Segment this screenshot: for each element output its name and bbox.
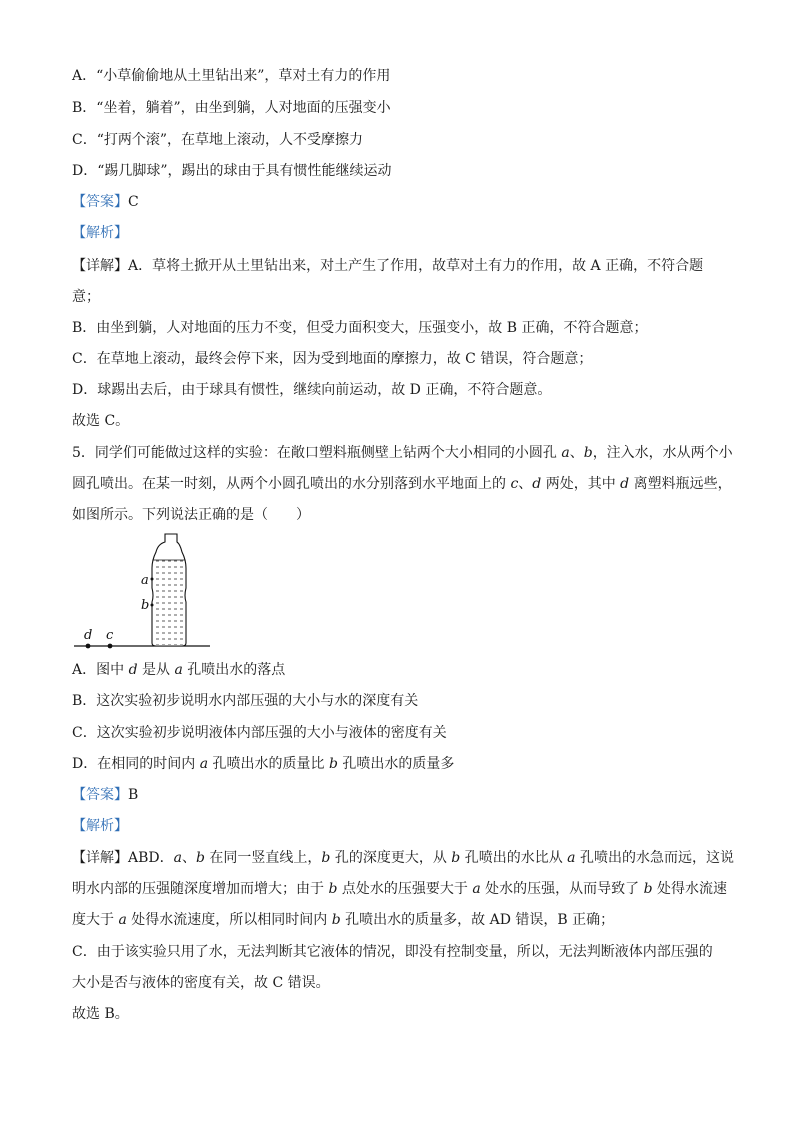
option-text: A．图中 [72, 662, 129, 678]
q5-stem-line-3: 如图所示。下列说法正确的是（ ） [72, 507, 310, 523]
detail-text: 在同一竖直线上， [204, 850, 322, 866]
option-text: 孔喷出水的质量比 [208, 756, 329, 772]
q4-option-d: D．“踢几脚球”，踢出的球由于具有惯性能继续运动 [72, 163, 392, 179]
stem-text: 圆孔喷出。在某一时刻，从两个小圆孔喷出的水分别落到水平地面上的 [72, 476, 511, 492]
q5-answer [72, 785, 138, 805]
detail-text: 处水的压强，从而导致了 [480, 881, 644, 897]
q4-conclusion: 故选 C。 [72, 413, 130, 429]
q5-stem-line-1 [72, 443, 733, 463]
q4-detail-line-3: C．在草地上滚动，最终会停下来，因为受到地面的摩擦力，故 C 错误，符合题意； [72, 351, 593, 367]
detail-text: 度大于 [72, 912, 119, 928]
point-c [108, 644, 113, 649]
detail-text: 孔的深度更大，从 [330, 850, 452, 866]
var-b: b [583, 445, 593, 461]
water-fill [153, 560, 185, 645]
stem-text: 5．同学们可能做过这样的实验：在敞口塑料瓶侧壁上钻两个大小相同的小圆孔 [72, 445, 562, 461]
var-c: c [510, 476, 519, 492]
q4-analysis-label [72, 223, 128, 243]
label-b: b [141, 598, 150, 613]
analysis-label: 【解析】 [72, 818, 128, 834]
detail-label: 【详解】 [72, 850, 128, 866]
stem-sep: 、 [518, 476, 533, 492]
answer-value: B [128, 787, 139, 803]
hole-b [151, 604, 154, 607]
q5-analysis-label [72, 816, 128, 836]
detail-text: 孔喷出水的质量多，故 AD 错误，B 正确； [340, 912, 615, 928]
q5-detail-line-4: C．由于该实验只用了水，无法判断其它液体的情况，即没有控制变量，所以，无法判断液体内部压强的 [72, 944, 713, 960]
q4-detail-line-2: B．由坐到躺，人对地面的压力不变，但受力面积变大，压强变小，故 B 正确，不符合题意； [72, 320, 648, 336]
q5-detail-line-2 [72, 879, 727, 899]
bottle-figure [72, 528, 222, 656]
analysis-label: 【解析】 [72, 225, 128, 241]
option-text: 孔喷出水的质量多 [337, 756, 455, 772]
label-a: a [141, 573, 149, 588]
detail-label: 【详解】 [72, 258, 128, 274]
point-d [86, 644, 91, 649]
q4-detail-line-1b: 意； [72, 289, 100, 305]
stem-text: 离塑料瓶远些， [629, 476, 732, 492]
q5-stem-line-2 [72, 474, 732, 494]
detail-text: 孔喷出的水比从 [460, 850, 568, 866]
q4-detail-line-1 [72, 256, 703, 276]
var-a: a [199, 756, 209, 772]
q4-option-a: A．“小草偷偷地从土里钻出来”，草对土有力的作用 [72, 68, 391, 84]
detail-text: 处得水流速度，所以相同时间内 [126, 912, 332, 928]
q4-option-b: B．“坐着，躺着”，由坐到躺，人对地面的压强变小 [72, 100, 391, 116]
detail-text: 、 [181, 850, 196, 866]
stem-text: ，注入水，水从两个小 [592, 445, 733, 461]
q5-option-d [72, 754, 454, 774]
detail-text: 明水内部的压强随深度增加而增大；由于 [72, 881, 329, 897]
detail-text: ABD． [128, 850, 174, 866]
q5-detail-line-5: 大小是否与液体的密度有关，故 C 错误。 [72, 975, 330, 991]
option-text: 是从 [137, 662, 175, 678]
var-b: b [331, 912, 341, 928]
var-a: a [118, 912, 127, 928]
var-b: b [328, 756, 338, 772]
q5-option-c: C．这次实验初步说明液体内部压强的大小与液体的密度有关 [72, 725, 447, 741]
var-d: d [620, 476, 630, 492]
answer-label: 【答案】 [72, 194, 128, 210]
detail-text: 点处水的压强要大于 [337, 881, 473, 897]
answer-label: 【答案】 [72, 787, 128, 803]
stem-text: 两处，其中 [541, 476, 621, 492]
q5-detail-line-1 [72, 848, 734, 868]
var-b: b [451, 850, 461, 866]
var-a: a [472, 881, 481, 897]
q4-option-c: C．“打两个滚”，在草地上滚动，人不受摩擦力 [72, 132, 364, 148]
var-b: b [328, 881, 338, 897]
var-a: a [174, 662, 183, 678]
var-a: a [173, 850, 182, 866]
var-d: d [532, 476, 542, 492]
q4-answer [72, 192, 139, 212]
detail-text: A．草将土掀开从土里钻出来，对土产生了作用，故草对土有力的作用，故 A 正确，不符合题 [128, 258, 704, 274]
var-b: b [643, 881, 653, 897]
var-b: b [321, 850, 331, 866]
q5-detail-line-3 [72, 910, 614, 930]
q5-option-b: B．这次实验初步说明水内部压强的大小与水的深度有关 [72, 693, 419, 709]
q4-detail-line-4: D．球踢出去后，由于球具有惯性，继续向前运动，故 D 正确，不符合题意。 [72, 382, 552, 398]
label-d: d [84, 628, 93, 643]
detail-text: 孔喷出的水急而远，这说 [575, 850, 734, 866]
option-text: D．在相同的时间内 [72, 756, 200, 772]
q5-option-a [72, 660, 285, 680]
hole-a [151, 578, 154, 581]
stem-sep: 、 [569, 445, 584, 461]
var-b: b [195, 850, 205, 866]
var-a: a [561, 445, 570, 461]
var-a: a [567, 850, 576, 866]
label-c: c [106, 628, 114, 643]
var-d: d [128, 662, 138, 678]
q5-conclusion: 故选 B。 [72, 1006, 129, 1022]
option-text: 孔喷出水的落点 [182, 662, 286, 678]
detail-text: 处得水流速 [652, 881, 728, 897]
answer-value: C [128, 194, 139, 210]
